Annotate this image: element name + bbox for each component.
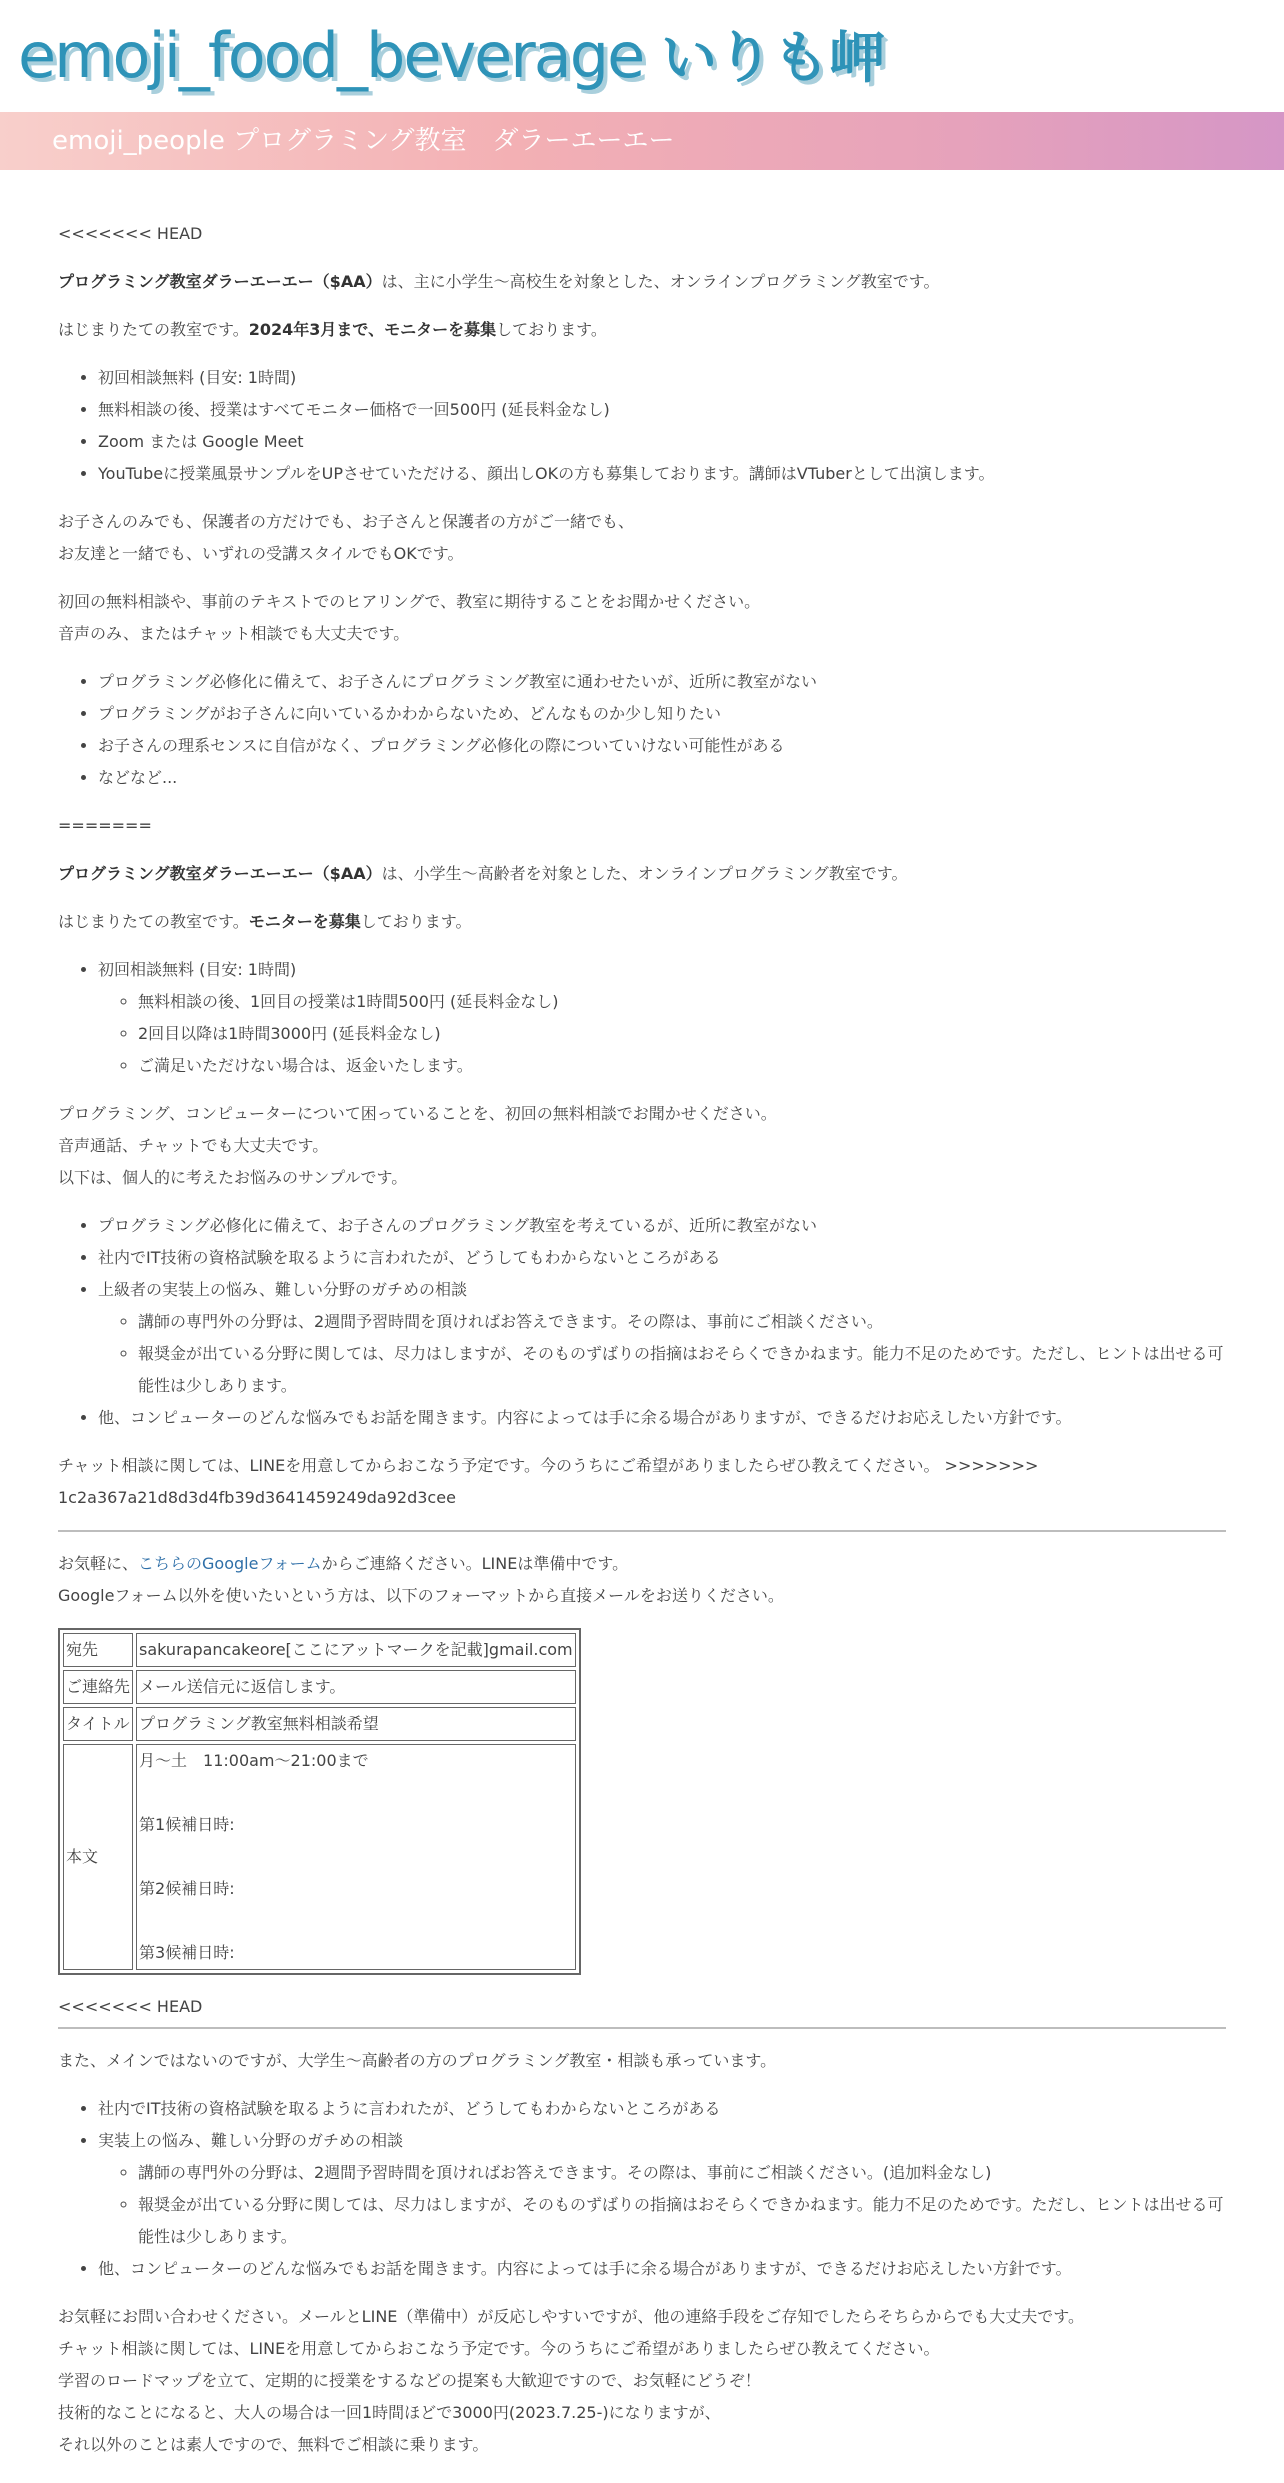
list-item: • 他、コンピューターのどんな悩みでもお話を聞きます。内容によっては手に余る場合がありますが、できるだけお応えしたい方針です。	[98, 1402, 1226, 1434]
sub-list	[98, 2157, 1226, 2253]
list-item: ◦ 講師の専門外の分野は、2週間予習時間を頂ければお答えできます。その際は、事前にご相談ください。	[138, 1306, 1226, 1338]
table-label: ご連絡先	[63, 1670, 133, 1704]
chat-paragraph: チャット相談に関しては、LINEを用意してからおこなう予定です。今のうちにご希望がありましたらぜひ教えてください。 >>>>>>> 1c2a367a21d8d3d4fb39d3641459249da92d3cee	[58, 1456, 1039, 1507]
adult-list	[58, 2093, 1226, 2285]
list-item: ◦ ご満足いただけない場合は、返金いたします。	[138, 1050, 1226, 1082]
adult-intro: また、メインではないのですが、大学生〜高齢者の方のプログラミング教室・相談も承っています。	[58, 2051, 777, 2070]
list-item: • お子さんの理系センスに自信がなく、プログラミング必修化の際についていけない可能性がある	[98, 730, 1226, 762]
commit-hash: 1c2a367a21d8d3d4fb39d3641459249da92d3cee	[58, 1488, 456, 1507]
offer-list-alt	[58, 954, 1226, 1082]
intro-paragraph-alt: プログラミング教室ダラーエーエー（$AA）は、小学生〜高齢者を対象とした、オンラインプログラミング教室です。	[58, 864, 908, 883]
hearing-paragraph: 初回の無料相談や、事前のテキストでのヒアリングで、教室に期待することをお聞かせください。 音声のみ、またはチャット相談でも大丈夫です。	[58, 592, 761, 643]
offer-list	[58, 362, 1226, 490]
divider	[58, 2027, 1226, 2029]
page-banner	[0, 112, 1284, 170]
contact-paragraph: お気軽に、こちらのGoogleフォームからご連絡ください。LINEは準備中です。 Googleフォーム以外を使いたいという方は、以下のフォーマットから直接メールをお送りください。	[58, 1554, 784, 1605]
list-item: • プログラミングがお子さんに向いているかわからないため、どんなものか少し知りたい	[98, 698, 1226, 730]
table-value: プログラミング教室無料相談希望	[136, 1707, 576, 1741]
table-row	[63, 1670, 576, 1704]
school-name: プログラミング教室ダラーエーエー（$AA）	[58, 864, 382, 883]
list-item: ◦ 報奨金が出ている分野に関しては、尽力はしますが、そのものずばりの指摘はおそらくできかねます。能力不足のためです。ただし、ヒントは出せる可能性は少しあります。	[138, 1338, 1226, 1402]
merge-marker-head: <<<<<<< HEAD	[58, 1997, 203, 2016]
list-item: ◦ 講師の専門外の分野は、2週間予習時間を頂ければお答えできます。その際は、事前にご相談ください。(追加料金なし)	[138, 2157, 1226, 2189]
merge-marker-separator: =======	[58, 816, 152, 835]
site-header	[0, 0, 1284, 112]
table-label: タイトル	[63, 1707, 133, 1741]
table-label: 本文	[63, 1744, 133, 1970]
list-item: ◦ 2回目以降は1時間3000円 (延長料金なし)	[138, 1018, 1226, 1050]
list-item: • などなど...	[98, 762, 1226, 794]
table-label: 宛先	[63, 1633, 133, 1667]
list-item: • Zoom または Google Meet	[98, 426, 1226, 458]
site-title-latin[interactable]: emoji_food_beverage	[18, 19, 644, 92]
sub-list	[98, 1306, 1226, 1402]
list-item: • 初回相談無料 (目安: 1時間)	[98, 362, 1226, 394]
google-form-link[interactable]: こちらのGoogleフォーム	[138, 1554, 322, 1573]
list-item: ◦ 報奨金が出ている分野に関しては、尽力はしますが、そのものずばりの指摘はおそらくできかねます。能力不足のためです。ただし、ヒントは出せる可能性は少しあります。	[138, 2189, 1226, 2253]
site-title-jp[interactable]: いりも岬	[661, 26, 886, 91]
list-item: • 社内でIT技術の資格試験を取るように言われたが、どうしてもわからないところがある	[98, 2093, 1226, 2125]
list-item: • YouTubeに授業風景サンプルをUPさせていただける、顔出しOKの方も募集しております。講師はVTuberとして出演します。	[98, 458, 1226, 490]
banner-title: emoji_people プログラミング教室 ダラーエーエー	[52, 126, 675, 156]
outro-paragraph: お気軽にお問い合わせください。メールとLINE（準備中）が反応しやすいですが、他の連絡手段をご存知でしたらそちらからでも大丈夫です。 チャット相談に関しては、LINEを用意してからおこなう予定です。今のうちにご希望がありましたらぜひ教えてください。 学習のロードマップを立て、定期的に授業をするなどの提案も大歓迎ですので、お気軽にどうぞ！ 技術的なことになると、大人の場合は一回1時間ほどで3000円(2023.7.25-)になりますが、 それ以外のことは素人ですので、無料でご相談に乗ります。	[58, 2307, 1084, 2454]
list-item: • プログラミング必修化に備えて、お子さんのプログラミング教室を考えているが、近所に教室がない	[98, 1210, 1226, 1242]
list-item: • 初回相談無料 (目安: 1時間) ◦ 無料相談の後、1回目の授業は1時間500円 (延長料金なし) ◦ 2回目以降は1時間3000円 (延長料金なし) ◦ ご満足いただけない場合は、返金いたします。	[98, 954, 1226, 1082]
list-item: • 実装上の悩み、難しい分野のガチめの相談 ◦ 講師の専門外の分野は、2週間予習時間を頂ければお答えできます。その際は、事前にご相談ください。(追加料金なし) ◦ 報奨金が出ている分野に関しては、尽力はしますが、そのものずばりの指摘はおそらくできかねます。能力不足のためです。ただし、ヒントは出せる可能性は少しあります。	[98, 2125, 1226, 2253]
worry-list	[58, 666, 1226, 794]
table-value: メール送信元に返信します。	[136, 1670, 576, 1704]
list-item: • 社内でIT技術の資格試験を取るように言われたが、どうしてもわからないところがある	[98, 1242, 1226, 1274]
list-item: • 無料相談の後、授業はすべてモニター価格で一回500円 (延長料金なし)	[98, 394, 1226, 426]
list-item: • 他、コンピューターのどんな悩みでもお話を聞きます。内容によっては手に余る場合がありますが、できるだけお応えしたい方針です。	[98, 2253, 1226, 2285]
mail-format-table	[58, 1628, 581, 1975]
list-item: • プログラミング必修化に備えて、お子さんにプログラミング教室に通わせたいが、近所に教室がない	[98, 666, 1226, 698]
monitor-paragraph: はじまりたての教室です。2024年3月まで、モニターを募集しております。	[58, 320, 607, 339]
table-value: sakurapancakeore[ここにアットマークを記載]gmail.com	[136, 1633, 576, 1667]
school-name: プログラミング教室ダラーエーエー（$AA）	[58, 272, 382, 291]
list-item: • 上級者の実装上の悩み、難しい分野のガチめの相談 ◦ 講師の専門外の分野は、2週間予習時間を頂ければお答えできます。その際は、事前にご相談ください。 ◦ 報奨金が出ている分野に関しては、尽力はしますが、そのものずばりの指摘はおそらくできかねます。能力不足のためです。ただし、ヒントは出せる可能性は少しあります。	[98, 1274, 1226, 1402]
merge-marker-head: <<<<<<< HEAD	[58, 224, 203, 243]
monitor-paragraph-alt: はじまりたての教室です。モニターを募集しております。	[58, 912, 472, 931]
list-item: ◦ 無料相談の後、1回目の授業は1時間500円 (延長料金なし)	[138, 986, 1226, 1018]
site-title[interactable]	[18, 14, 885, 101]
consult-paragraph: プログラミング、コンピューターについて困っていることを、初回の無料相談でお聞かせください。 音声通話、チャットでも大丈夫です。 以下は、個人的に考えたお悩みのサンプルです。	[58, 1104, 777, 1187]
worry-list-alt	[58, 1210, 1226, 1434]
table-value: 月〜土 11:00am〜21:00まで 第1候補日時: 第2候補日時: 第3候補日時:	[136, 1744, 576, 1970]
table-row	[63, 1633, 576, 1667]
main-content	[0, 170, 1284, 2461]
divider	[58, 1530, 1226, 1532]
table-row	[63, 1744, 576, 1970]
style-paragraph: お子さんのみでも、保護者の方だけでも、お子さんと保護者の方がご一緒でも、 お友達と一緒でも、いずれの受講スタイルでもOKです。	[58, 512, 635, 563]
table-row	[63, 1707, 576, 1741]
intro-paragraph: プログラミング教室ダラーエーエー（$AA）は、主に小学生〜高校生を対象とした、オンラインプログラミング教室です。	[58, 272, 940, 291]
sub-list	[98, 986, 1226, 1082]
